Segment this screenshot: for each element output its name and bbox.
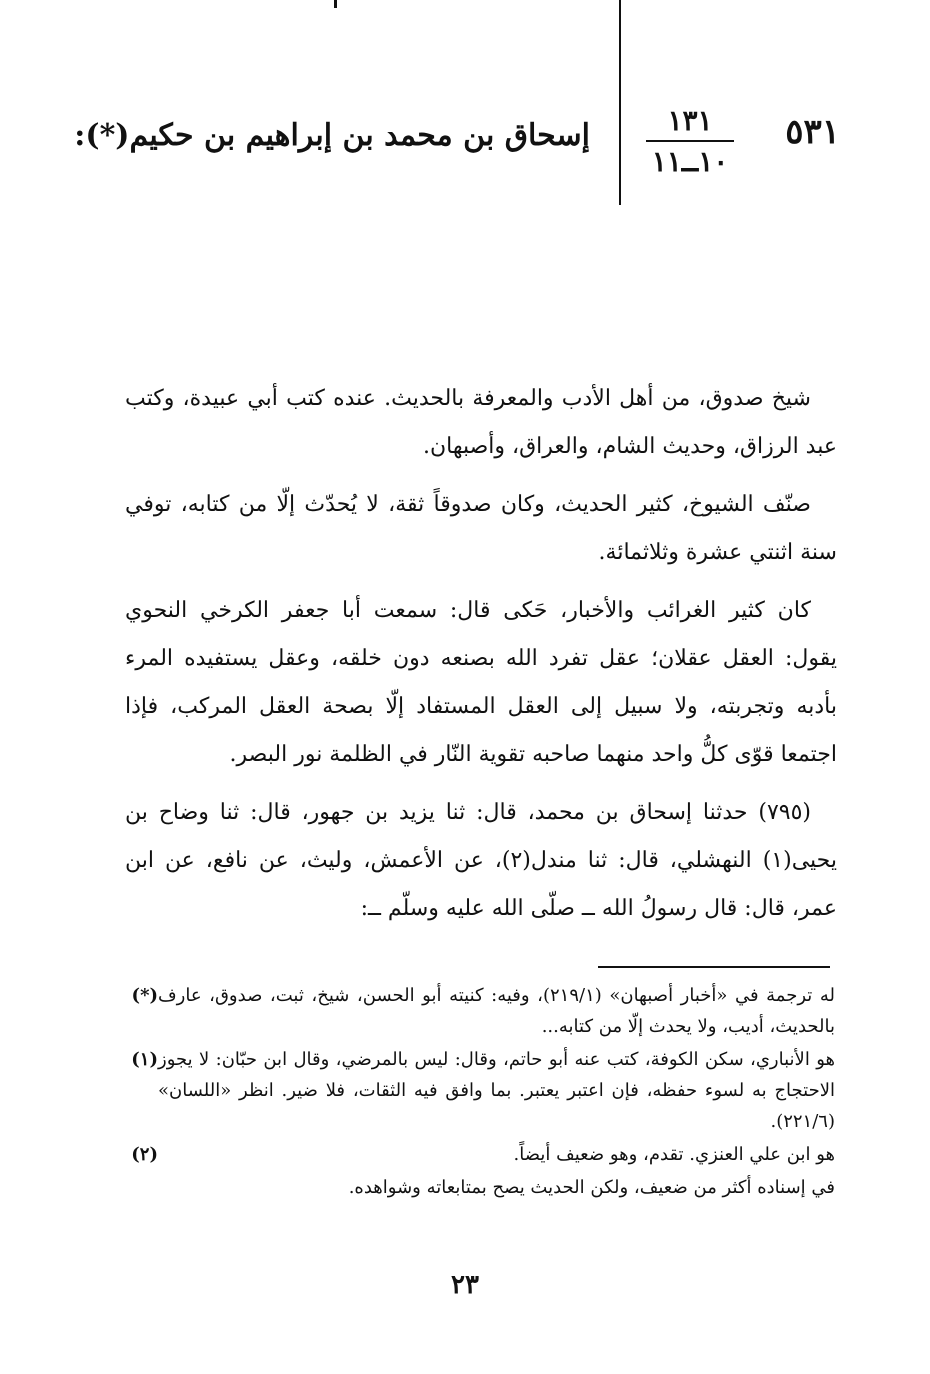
footnote bbox=[120, 980, 835, 1042]
header-vertical-rule bbox=[619, 0, 621, 205]
reference-top: ١٣١ bbox=[667, 104, 713, 137]
paragraph-3: كان كثير الغرائب والأخبار، حَكى قال: سمعت أبا جعفر الكرخي النحوي يقول: العقل عقلان؛ عقل تفرد الله بصنعه دون خلقه، وعقل يستفيده المرء بأدبه وتجربته، ولا سبيل إلى العقل المستفاد إلّا بصحة العقل المركب، فإذا اجتمعا قوّى كلُّ واحد منهما صاحبه تقوية النّار في الظلمة نور البصر. bbox=[125, 598, 837, 767]
footnote bbox=[120, 1044, 835, 1137]
footnote-text: له ترجمة في «أخبار أصبهان» (٢١٩/١)، وفيه: كنيته أبو الحسن، شيخ، ثبت، صدوق، عارف بالحديث، أديب، ولا يحدث إلّا من كتابه... bbox=[158, 985, 835, 1037]
footnote bbox=[120, 1139, 835, 1170]
footnotes bbox=[120, 980, 835, 1203]
reference-bottom: ١٠ــ١١ bbox=[651, 145, 729, 178]
main-text bbox=[125, 375, 837, 943]
paragraph-1: شيخ صدوق، من أهل الأدب والمعرفة بالحديث. عنده كتب أبي عبيدة، وكتب عبد الرزاق، وحديث الشام، والعراق، وأصبهان. bbox=[125, 386, 837, 459]
footnote-mark: (١) bbox=[131, 1049, 158, 1070]
entry-number: ٥٣١ bbox=[785, 112, 840, 152]
footnote-text: هو الأنباري، سكن الكوفة، كتب عنه أبو حاتم، وقال: ليس بالمرضي، وقال ابن حبّان: لا يجوز الاحتجاج به لسوء حفظه، فإن اعتبر يعتبر. بما وافق فيه الثقات، فلا ضير. انظر «اللسان» (٢٢١/٦). bbox=[158, 1049, 835, 1132]
footnote-mark: (*) bbox=[131, 985, 158, 1006]
footnote-separator bbox=[598, 966, 830, 968]
page-number: ٢٣ bbox=[451, 1270, 479, 1300]
entry-title: إسحاق بن محمد بن إبراهيم بن حكيم(*): bbox=[74, 118, 590, 153]
footnote-mark: (٢) bbox=[131, 1144, 158, 1165]
paragraph-4: (٧٩٥) حدثنا إسحاق بن محمد، قال: ثنا يزيد بن جهور، قال: ثنا وضاح بن يحيى(١) النهشلي، قال: ثنا مندل(٢)، عن الأعمش، وليث، عن نافع، عن ابن عمر، قال: قال رسولُ الله ــ صلّى الله عليه وسلّم ــ: bbox=[125, 800, 837, 921]
top-mark bbox=[334, 0, 337, 8]
footnote-note: في إسناده أكثر من ضعيف، ولكن الحديث يصح بمتابعاته وشواهده. bbox=[348, 1177, 835, 1198]
fraction-rule bbox=[646, 140, 734, 142]
footnote-text: هو ابن علي العنزي. تقدم، وهو ضعيف أيضاً. bbox=[513, 1144, 835, 1165]
reference-fraction bbox=[640, 104, 740, 180]
paragraph-2: صنّف الشيوخ، كثير الحديث، وكان صدوقاً ثقة، لا يُحدّث إلّا من كتابه، توفي سنة اثنتي عشرة وثلاثمائة. bbox=[125, 492, 837, 565]
